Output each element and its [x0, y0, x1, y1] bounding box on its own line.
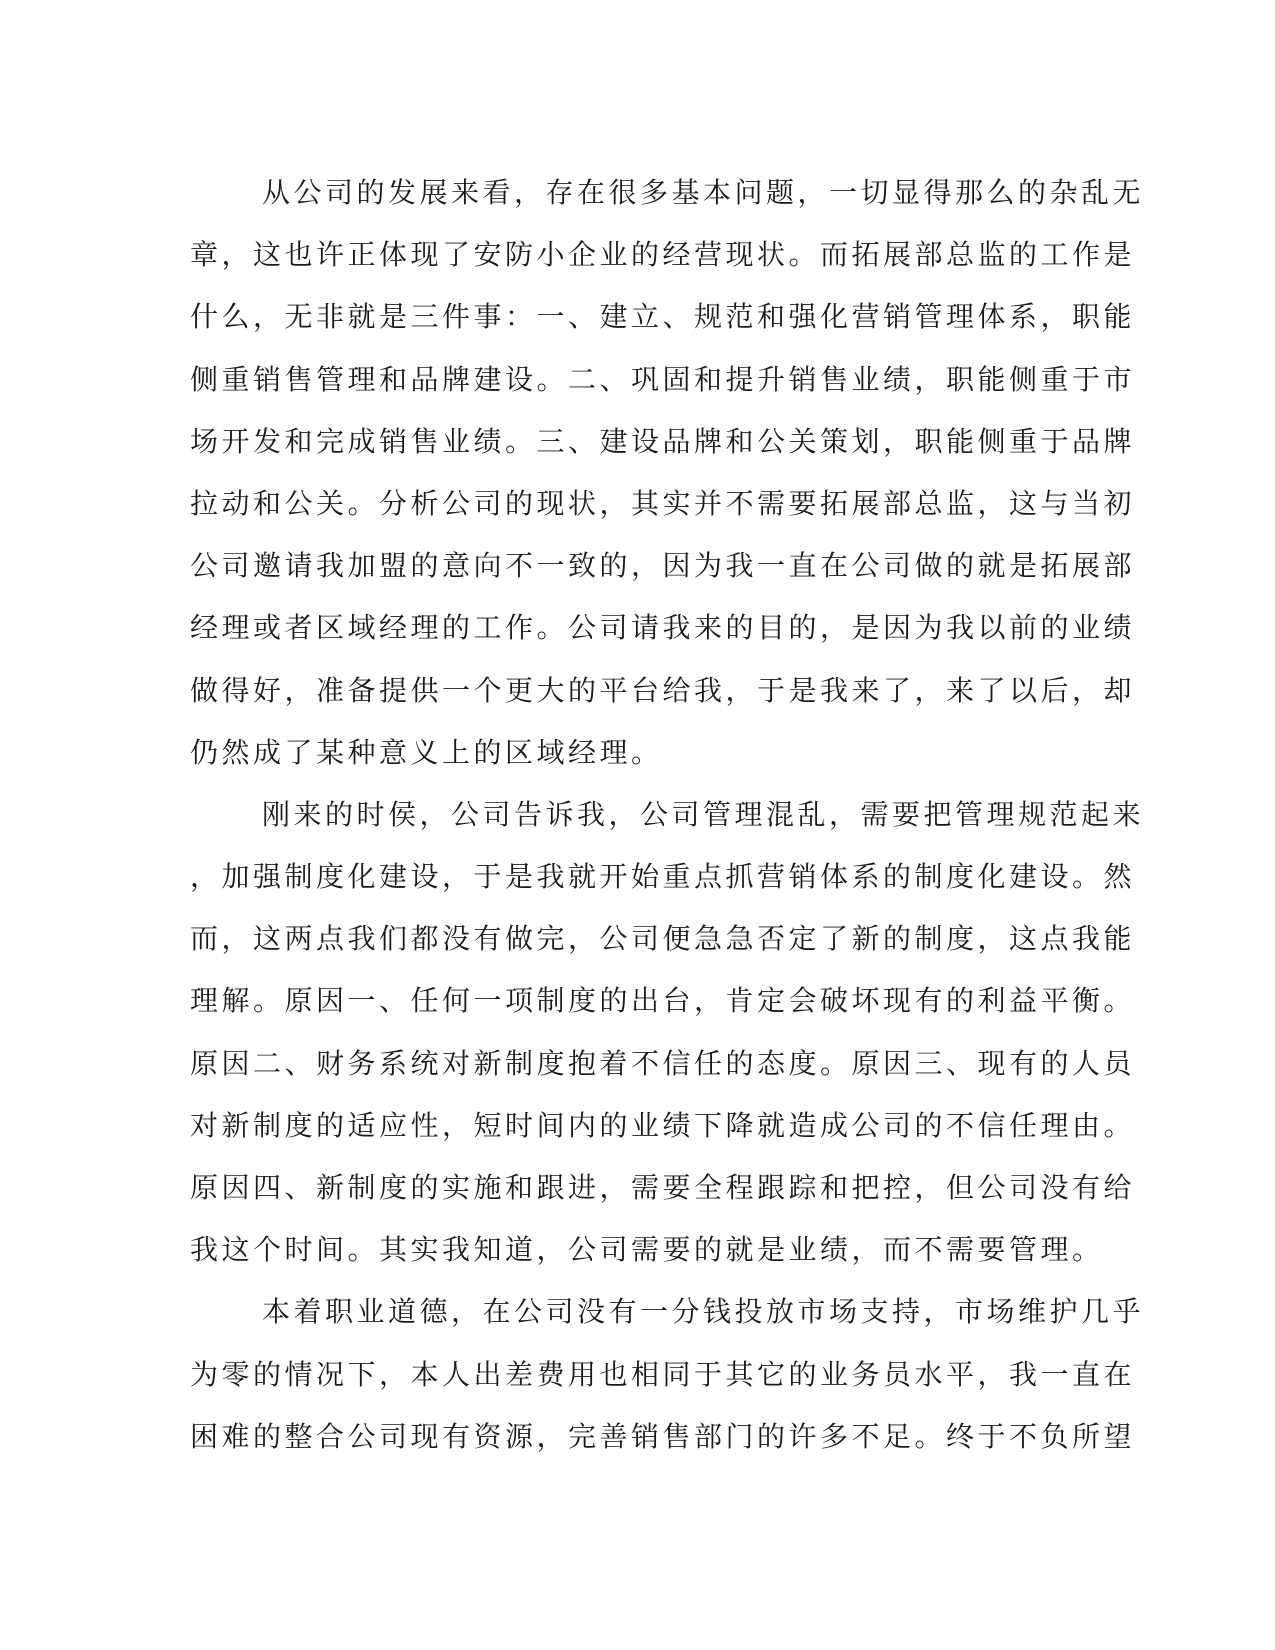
paragraph-1-line-8: 经理或者区域经理的工作。公司请我来的目的，是因为我以前的业绩 [190, 611, 1136, 645]
paragraph-2-line-5: 原因二、财务系统对新制度抱着不信任的态度。原因三、现有的人员 [190, 1046, 1136, 1080]
paragraph-1-line-7: 公司邀请我加盟的意向不一致的，因为我一直在公司做的就是拓展部 [190, 549, 1136, 583]
paragraph-1-line-10: 仍然成了某种意义上的区域经理。 [190, 735, 663, 769]
paragraph-3-line-2: 为零的情况下，本人出差费用也相同于其它的业务员水平，我一直在 [190, 1357, 1136, 1391]
paragraph-2-line-4: 理解。原因一、任何一项制度的出台，肯定会破坏现有的利益平衡。 [190, 984, 1136, 1018]
paragraph-1-line-3: 什么，无非就是三件事：一、建立、规范和强化营销管理体系，职能 [190, 300, 1136, 334]
paragraph-1-line-6: 拉动和公关。分析公司的现状，其实并不需要拓展部总监，这与当初 [190, 486, 1136, 520]
paragraph-1-line-2: 章，这也许正体现了安防小企业的经营现状。而拓展部总监的工作是 [190, 238, 1136, 272]
body-text [190, 162, 1145, 1468]
paragraph-2-line-3: 而，这两点我们都没有做完，公司便急急否定了新的制度，这点我能 [190, 922, 1136, 956]
paragraph-3-line-3: 困难的整合公司现有资源，完善销售部门的许多不足。终于不负所望 [190, 1419, 1136, 1453]
paragraph-2-line-2: ，加强制度化建设，于是我就开始重点抓营销体系的制度化建设。然 [190, 860, 1136, 894]
paragraph-1-line-9: 做得好，准备提供一个更大的平台给我，于是我来了，来了以后，却 [190, 673, 1136, 707]
paragraph-3-line-1: 本着职业道德，在公司没有一分钱投放市场支持，市场维护几乎 [262, 1295, 1145, 1329]
paragraph-1-line-1: 从公司的发展来看，存在很多基本问题，一切显得那么的杂乱无 [262, 176, 1145, 209]
paragraph-2-line-7: 原因四、新制度的实施和跟进，需要全程跟踪和把控，但公司没有给 [190, 1171, 1136, 1204]
paragraph-1-line-4: 侧重销售管理和品牌建设。二、巩固和提升销售业绩，职能侧重于市 [190, 362, 1136, 396]
paragraph-1-line-5: 场开发和完成销售业绩。三、建设品牌和公关策划，职能侧重于品牌 [190, 424, 1136, 458]
paragraph-2-line-1: 刚来的时侯，公司告诉我，公司管理混乱，需要把管理规范起来 [262, 797, 1145, 831]
paragraph-2-line-6: 对新制度的适应性，短时间内的业绩下降就造成公司的不信任理由。 [190, 1108, 1136, 1142]
paragraph-2-line-8: 我这个时间。其实我知道，公司需要的就是业绩，而不需要管理。 [190, 1233, 1104, 1267]
